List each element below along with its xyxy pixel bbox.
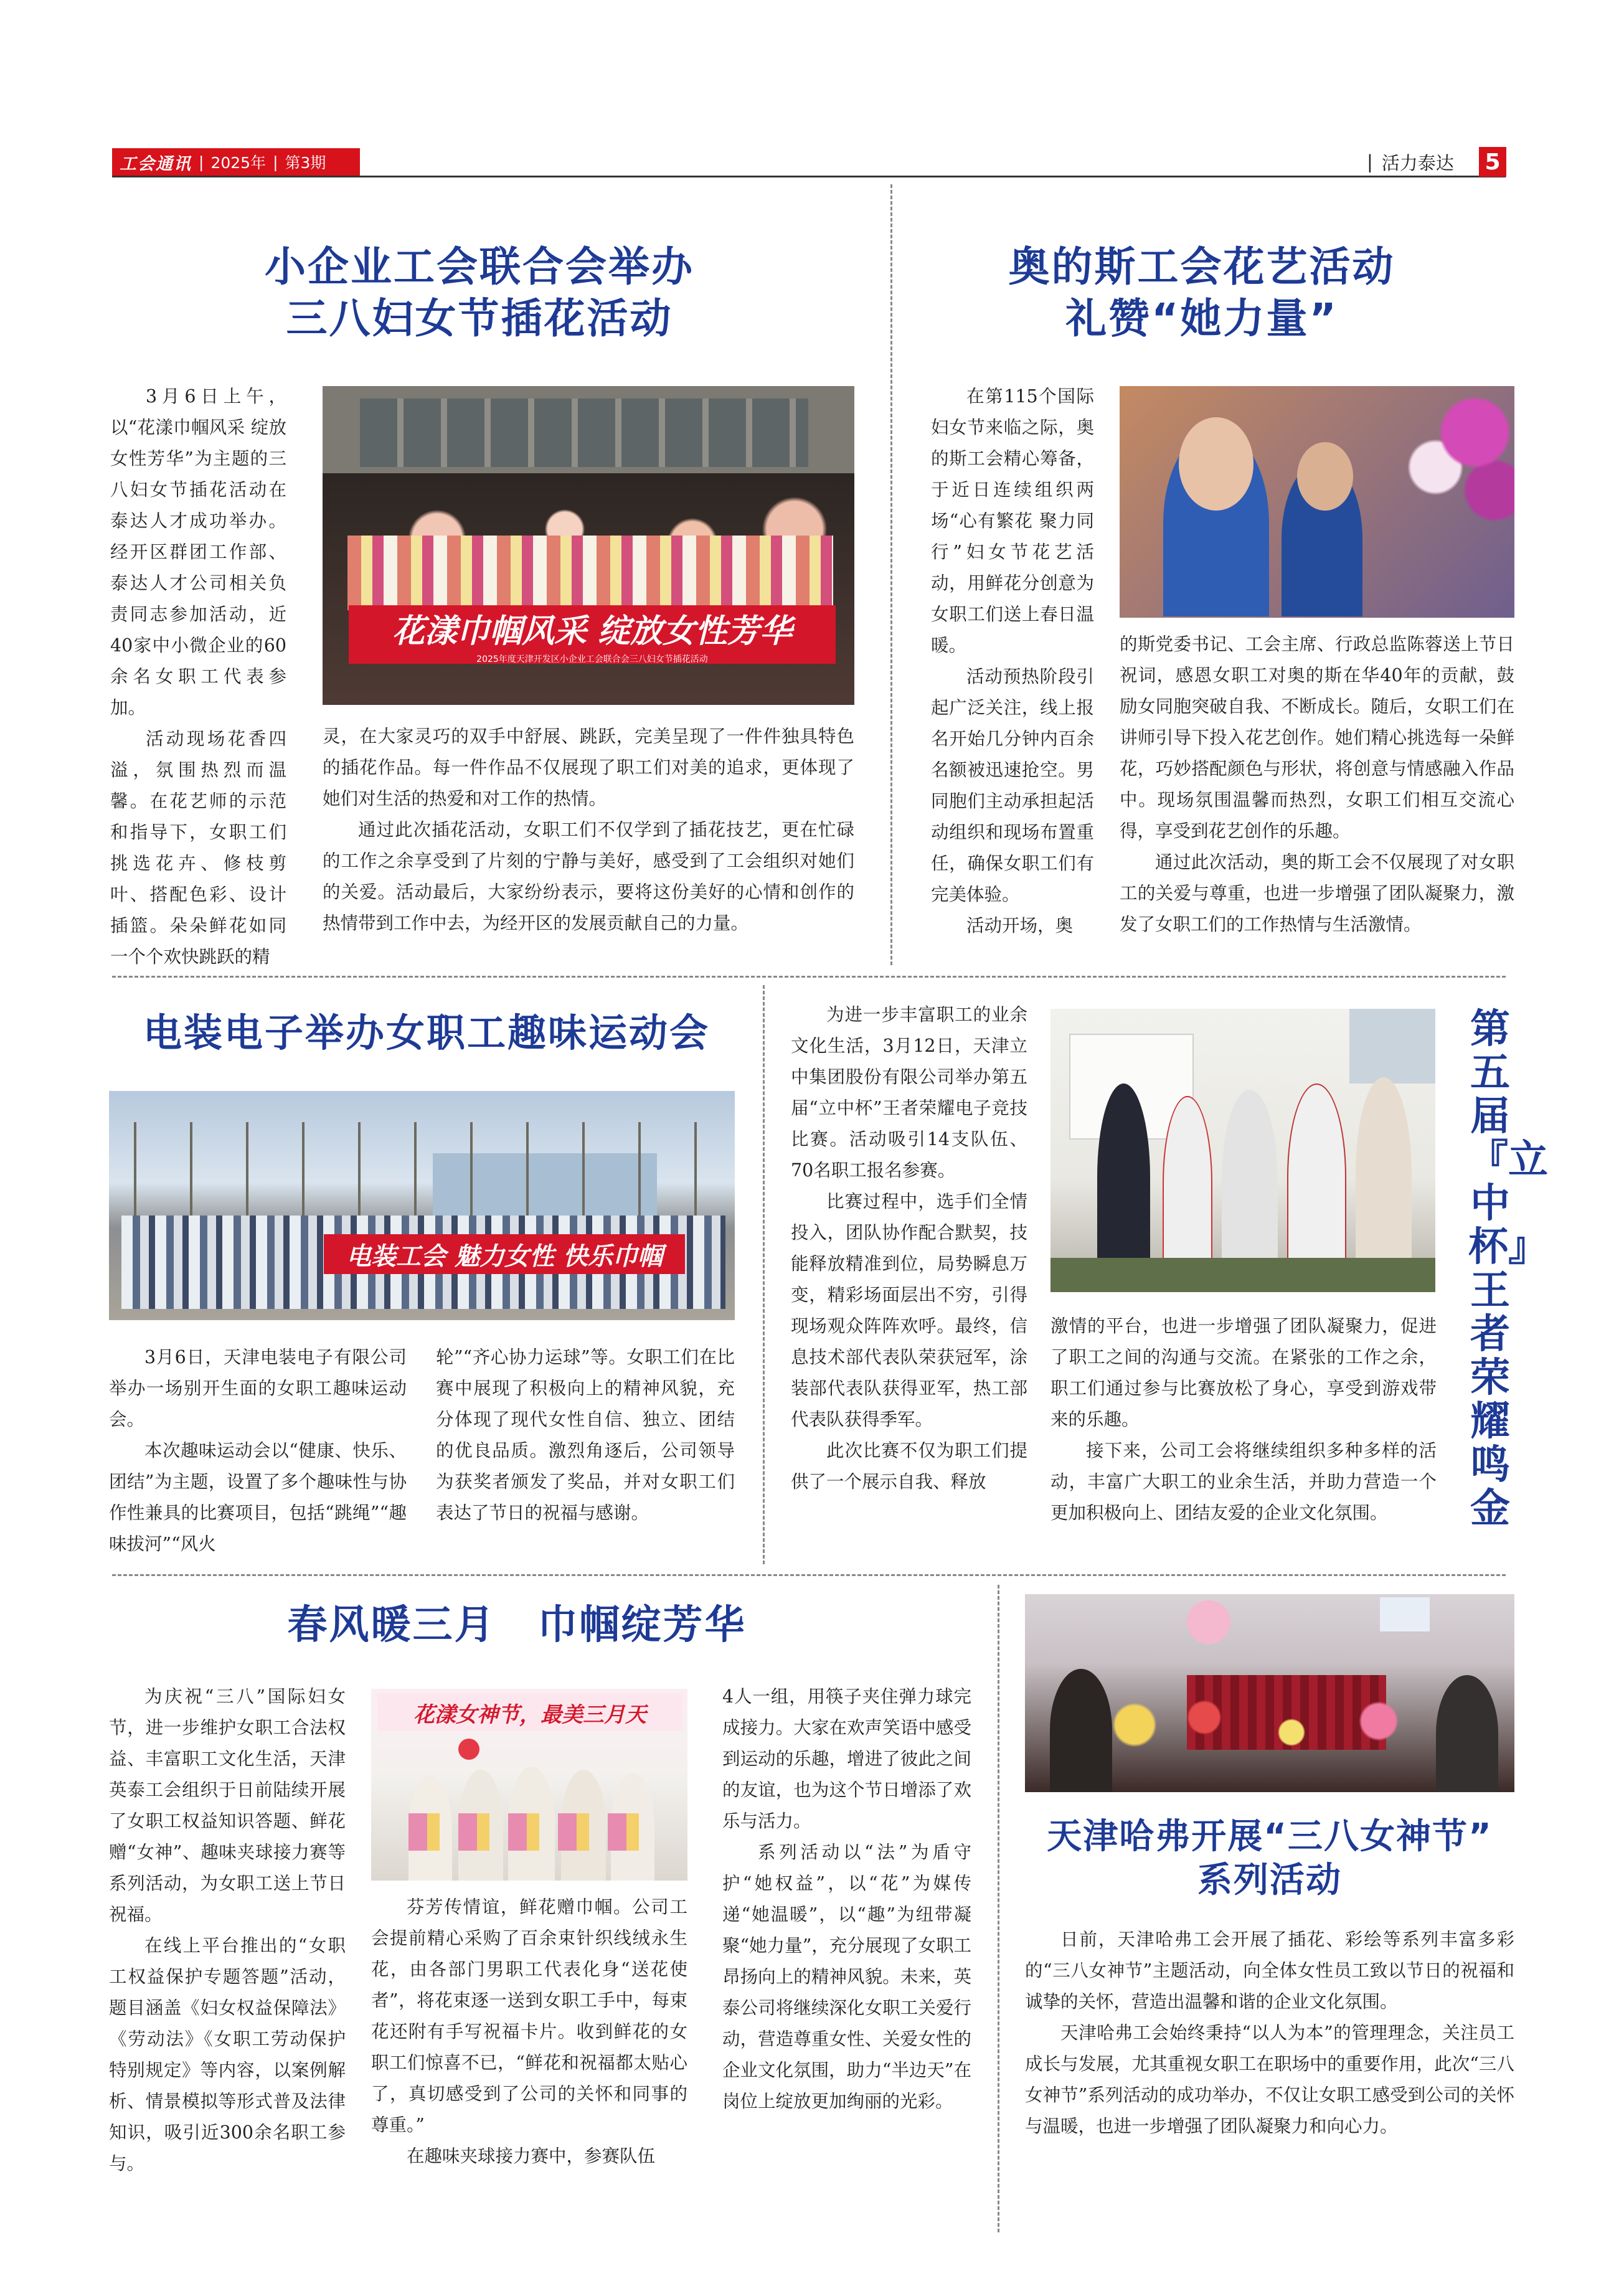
masthead-logo: 工会通讯 bbox=[120, 154, 192, 174]
article-body: 日前，天津哈弗工会开展了插花、彩绘等系列丰富多彩的“三八女神节”主题活动，向全体女性员工致以节日的祝福和诚挚的关怀，营造出温馨和谐的企业文化氛围。 天津哈弗工会始终秉持“以人为本”的管理理念，关注员工成长与发展，尤其重视女职工在职场中的重要作用，此次“三八女神节”系列活动的成功举办，不仅让女职工感受到公司的关怀与温暖，也进一步增强了团队凝聚力和向心力。 bbox=[1025, 1929, 1514, 2136]
article-body: 为庆祝“三八”国际妇女节，进一步维护女职工合法权益、丰富职工文化生活，天津英泰工会组织于日前陆续开展了女职工权益知识答题、鲜花赠“女神”、趣味夹球接力赛等系列活动，为女职工送上节日祝福。 在线上平台推出的“女职工权益保护专题答题”活动，题目涵盖《妇女权益保障法》《劳动法》《女职工劳动保护特别规定》等内容，以案例解析、情景模拟等形式普及法律知识，吸引近300余名职工参与。 bbox=[109, 1686, 346, 2174]
article-body: 灵，在大家灵巧的双手中舒展、跳跃，完美呈现了一件件独具特色的插花作品。每一件作品不仅展现了职工们对美的追求，更体现了她们对生活的热爱和对工作的热情。 通过此次插花活动，女职工们不仅学到了插花技艺，更在忙碌的工作之余享受到了片刻的宁静与美好，感受到了工会组织对她们的关爱。活动最后，大家纷纷表示，要将这份美好的心情和创作的热情带到工作中去，为经开区的发展贡献自己的力量。 bbox=[323, 726, 854, 933]
column-divider bbox=[890, 184, 892, 965]
article-title: 春风暖三月 巾帼绽芳华 bbox=[287, 1602, 747, 1648]
article-title: 天津哈弗开展“三八女神节” 系列活动 bbox=[1047, 1816, 1493, 1900]
floral-workshop-photo bbox=[1120, 386, 1514, 618]
photo-banner: 电装工会 魅力女性 快乐巾帼 bbox=[324, 1234, 685, 1274]
header-rule bbox=[112, 176, 1506, 177]
photo-banner: 花漾女神节，最美三月天 bbox=[377, 1694, 682, 1731]
article-title: 小企业工会联合会举办 三八妇女节插花活动 bbox=[265, 243, 694, 342]
article-body: 为进一步丰富职工的业余文化生活，3月12日，天津立中集团股份有限公司举办第五届“立中杯”王者荣耀电子竞技比赛。活动吸引14支队伍、70名职工报名参赛。 比赛过程中，选手们全情投入，团队协作配合默契，技能释放精准到位，局势瞬息万变，精彩场面层出不穷，引得现场观众阵阵欢呼。最终，信息技术部代表队荣获冠军，涂装部代表队获得亚军，热工部代表队获得季军。 此次比赛不仅为职工们提供了一个展示自我、释放 bbox=[791, 1004, 1027, 1492]
article-body: 在第115个国际妇女节来临之际，奥的斯工会精心筹备，于近日连续组织两场“心有繁花 聚力同行”妇女节花艺活动，用鲜花分创意为女职工们送上春日温暖。 活动预热阶段引起广泛关注，线上报名开始几分钟内百余名额被迅速抢空。男同胞们主动承担起活动组织和现场布置重任，确保女职工们有完美体验。 活动开场，奥 bbox=[931, 386, 1094, 936]
masthead-issue: 第3期 bbox=[285, 154, 326, 172]
section-divider bbox=[112, 1574, 1506, 1576]
column-name: 活力泰达 bbox=[1381, 152, 1454, 174]
article-title: 奥的斯工会花艺活动 礼赞“她力量” bbox=[1008, 243, 1395, 342]
flower-gift-photo bbox=[371, 1689, 687, 1881]
article-body: 4人一组，用筷子夹住弹力球完成接力。大家在欢声笑语中感受到运动的乐趣，增进了彼此之间的友谊，也为这个节日增添了欢乐与活力。 系列活动以“法”为盾守护“她权益”，以“花”为媒传递“她温暖”，以“趣”为纽带凝聚“她力量”，充分展现了女职工昂扬向上的精神风貌。未来，英泰公司将继续深化女职工关爱行动，营造尊重女性、关爱女性的企业文化氛围，助力“半边天”在岗位上绽放更加绚丽的光彩。 bbox=[722, 1686, 971, 2112]
article-body: 3月6日，天津电装电子有限公司举办一场别开生面的女职工趣味运动会。 本次趣味运动会以“健康、快乐、团结”为主题，设置了多个趣味性与协作性兼具的比赛项目，包括“跳绳”“趣味拔河”“风火 bbox=[109, 1347, 407, 1554]
column-divider bbox=[763, 985, 765, 1564]
column-label: | 活力泰达 bbox=[1367, 148, 1454, 176]
esports-winners-photo bbox=[1050, 1009, 1435, 1292]
sports-event-photo bbox=[109, 1091, 735, 1320]
section-divider bbox=[112, 976, 1506, 978]
article-body: 轮”“齐心协力运球”等。女职工们在比赛中展现了积极向上的精神风貌，充分体现了现代女性自信、独立、团结的优良品质。激烈角逐后，公司领导为获奖者颁发了奖品，并对女职工们表达了节日的祝福与感谢。 bbox=[436, 1347, 735, 1523]
article-title: 电装电子举办女职工趣味运动会 bbox=[143, 1010, 710, 1055]
floral-painting-photo bbox=[1025, 1594, 1514, 1792]
article-body: 的斯党委书记、工会主席、行政总监陈蓉送上节日祝词，感恩女职工对奥的斯在华40年的贡献，鼓励女同胞突破自我、不断成长。随后，女职工们在讲师引导下投入花艺创作。她们精心挑选每一朵鲜花，巧妙搭配颜色与形状，将创意与情感融入作品中。现场氛围温馨而热烈，女职工们相互交流心得，享受到花艺创作的乐趣。 通过此次活动，奥的斯工会不仅展现了对女职工的关爱与尊重，也进一步增强了团队凝聚力，激发了女职工们的工作热情与生活激情。 bbox=[1120, 634, 1514, 935]
column-divider bbox=[998, 1585, 999, 2232]
article-title-vertical: 第五届『立中杯』王者荣耀鸣金 bbox=[1468, 1006, 1548, 1532]
masthead-bar: 工会通讯 | 2025年 | 第3期 bbox=[112, 148, 360, 176]
article-body: 3月6日上午，以“花漾巾帼风采 绽放女性芳华”为主题的三八妇女节插花活动在泰达人才成功举办。经开区群团工作部、泰达人才公司相关负责同志参加活动，近40家中小微企业的60余名女职工代表参加。 活动现场花香四溢，氛围热烈而温馨。在花艺师的示范和指导下，女职工们挑选花卉、修枝剪叶、搭配色彩、设计插篮。朵朵鲜花如同一个个欢快跳跃的精 bbox=[110, 386, 286, 967]
article-body: 激情的平台，也进一步增强了团队凝聚力，促进了职工之间的沟通与交流。在紧张的工作之余，职工们通过参与比赛放松了身心，享受到游戏带来的乐趣。 接下来，公司工会将继续组织多种多样的活动，丰富广大职工的业余生活，并助力营造一个更加积极向上、团结友爱的企业文化氛围。 bbox=[1050, 1316, 1437, 1523]
page-number: 5 bbox=[1479, 147, 1506, 177]
photo-banner: 花漾巾帼风采 绽放女性芳华 2025年度天津开发区小企业工会联合会三八妇女节插花活动 bbox=[349, 605, 836, 664]
article-body: 芬芳传情谊，鲜花赠巾帼。公司工会提前精心采购了百余束针织线绒永生花，由各部门男职工代表化身“送花使者”，将花束逐一送到女职工手中，每束花还附有手写祝福卡片。收到鲜花的女职工们惊喜不已，“鲜花和祝福都太贴心了，真切感受到了公司的关怀和同事的尊重。” 在趣味夹球接力赛中，参赛队伍 bbox=[371, 1897, 687, 2166]
flower-arranging-photo bbox=[323, 386, 854, 705]
masthead-year: 2025年 bbox=[210, 154, 267, 172]
